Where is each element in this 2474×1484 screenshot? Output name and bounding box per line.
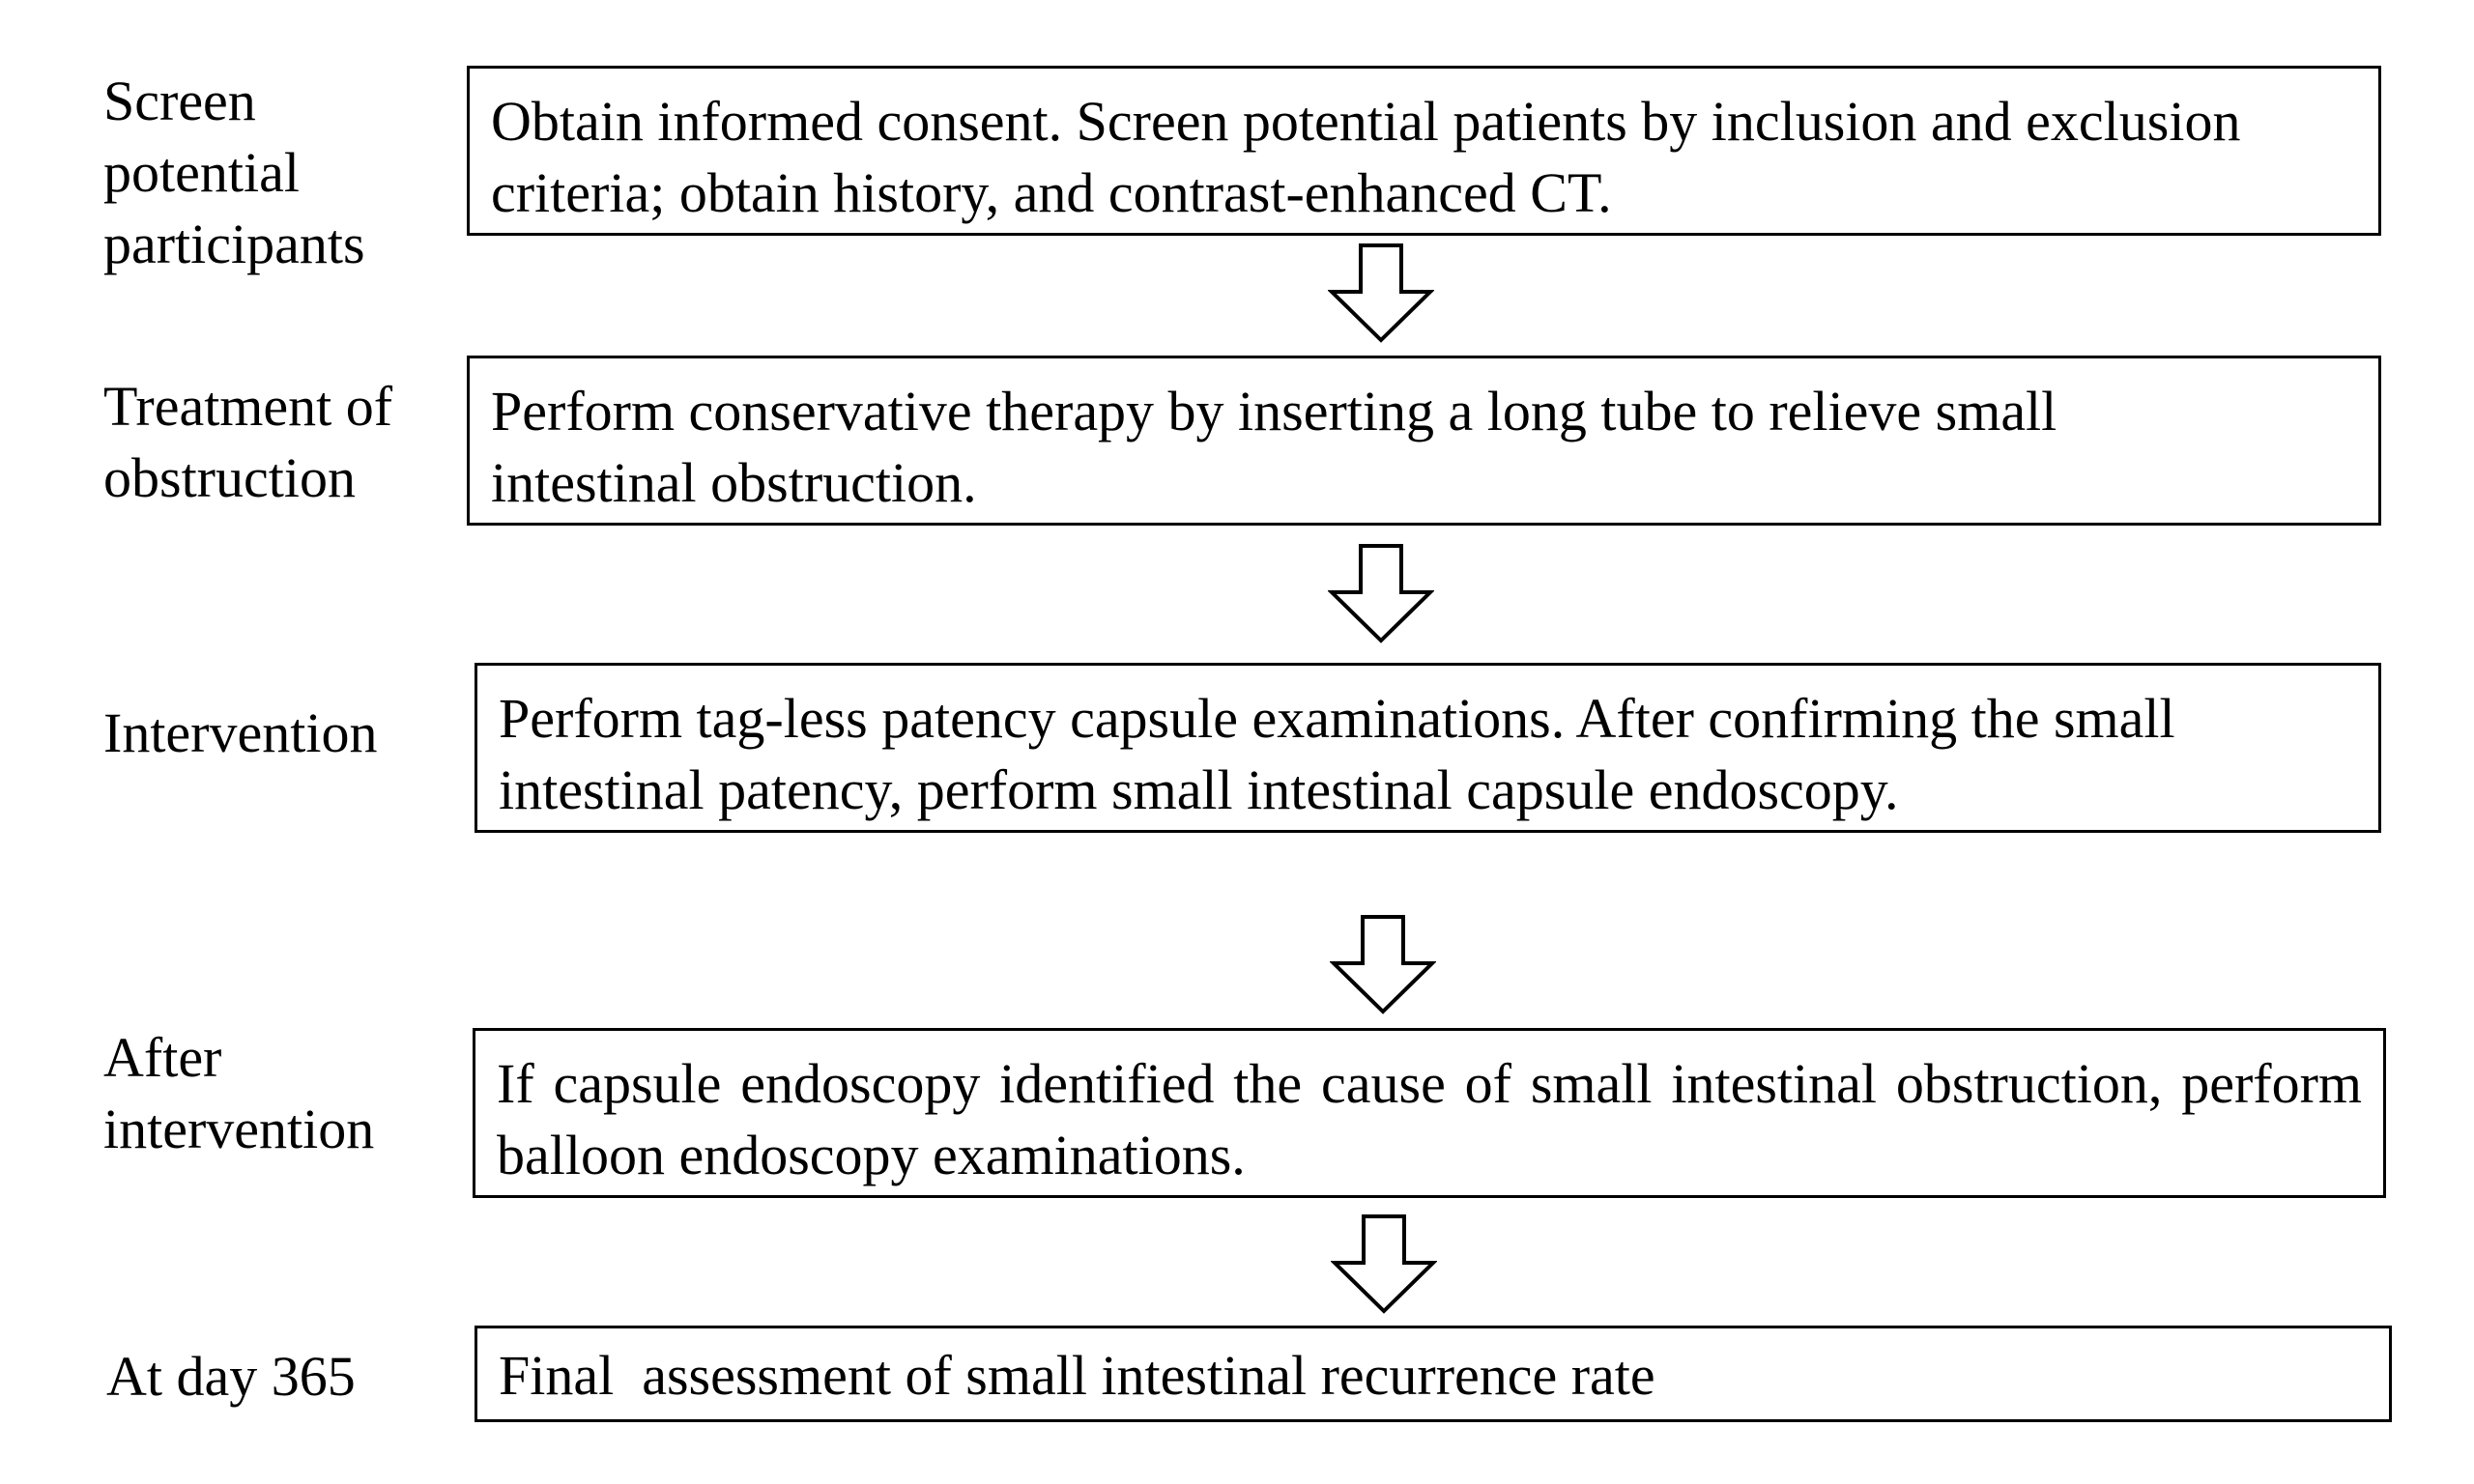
step-box-after-intervention: If capsule endoscopy identified the cause of small intestinal obstruction, perform balloon endoscopy examinations. (473, 1028, 2386, 1198)
down-arrow-icon (1331, 1214, 1437, 1315)
down-arrow-icon (1330, 915, 1436, 1015)
down-arrow-icon (1328, 544, 1434, 644)
stage-label-intervention: Intervention (103, 701, 378, 764)
stage-label-treatment-obstruction: Treatment of obstruction (103, 375, 393, 509)
step-box-screen-participants: Obtain informed consent. Screen potential patients by inclusion and exclusion criteria; obtain history, and contrast-enhanced CT. (467, 66, 2381, 236)
down-arrow-icon (1328, 243, 1434, 344)
step-box-treatment-obstruction: Perform conservative therapy by inserting a long tube to relieve small intestinal obstruction. (467, 356, 2381, 526)
step-box-day-365: Final assessment of small intestinal recurrence rate (475, 1326, 2392, 1422)
stage-label-day-365: At day 365 (106, 1345, 356, 1408)
stage-label-screen-participants: Screen potential participants (103, 70, 365, 275)
stage-label-after-intervention: After intervention (103, 1026, 375, 1160)
step-box-intervention: Perform tag-less patency capsule examinations. After confirming the small intestinal patency, perform small intestinal capsule endoscopy. (475, 663, 2381, 833)
